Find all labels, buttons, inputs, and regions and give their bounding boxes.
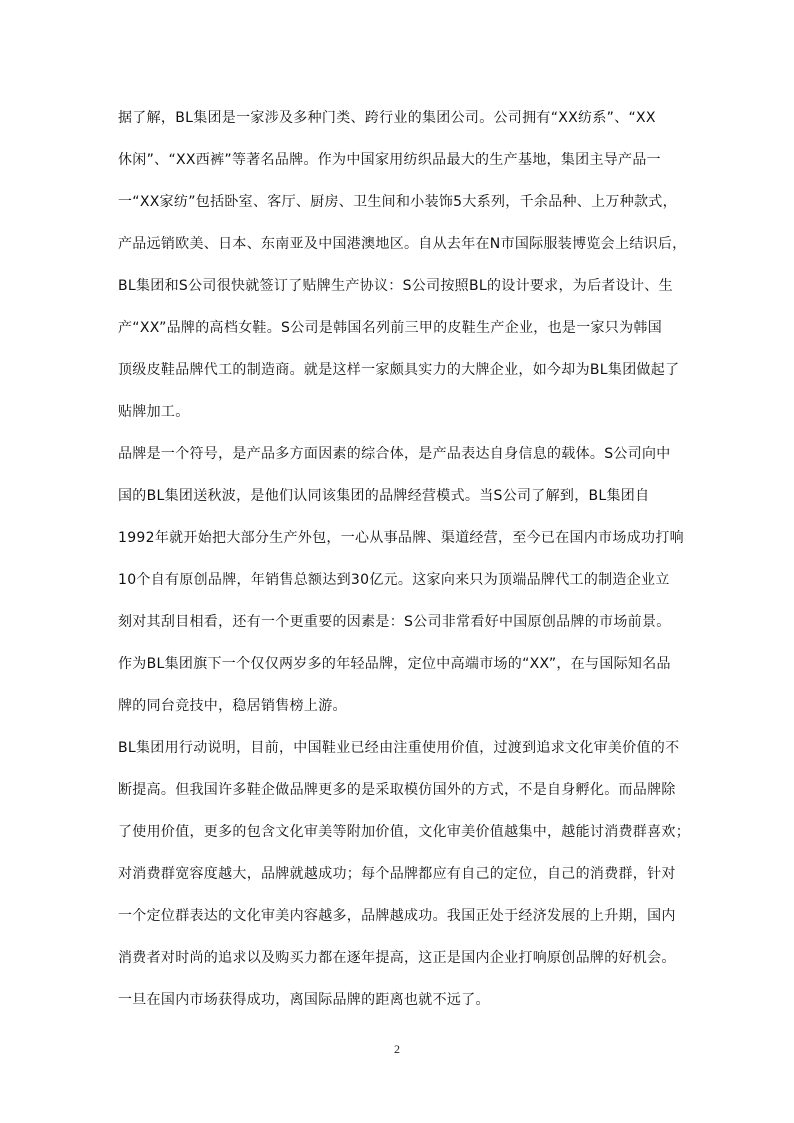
text-line: 国的BL集团送秋波，是他们认同该集团的品牌经营模式。当S公司了解到，BL集团自	[118, 488, 650, 504]
text-line: 消费者对时尚的追求以及购买力都在逐年提高，这正是国内企业打响原创品牌的好机会。	[118, 950, 676, 966]
text-line: 休闲”、“XX西裤”等著名品牌。作为中国家用纺织品最大的生产基地，集团主导产品一	[118, 152, 661, 168]
text-line: 断提高。但我国许多鞋企做品牌更多的是采取模仿国外的方式，不是自身孵化。而品牌除	[118, 782, 676, 798]
text-line: 刻对其刮目相看，还有一个更重要的因素是：S公司非常看好中国原创品牌的市场前景。	[118, 614, 671, 630]
text-line: 作为BL集团旗下一个仅仅两岁多的年轻品牌，定位中高端市场的“XX”，在与国际知名品	[118, 656, 671, 672]
text-line: 10个自有原创品牌，年销售总额达到30亿元。这家向来只为顶端品牌代工的制造企业立	[118, 572, 670, 588]
text-line: 据了解，BL集团是一家涉及多种门类、跨行业的集团公司。公司拥有“XX纺系”、“XX	[118, 110, 656, 126]
page-number: 2	[394, 1042, 400, 1056]
text-line: 一“XX家纺”包括卧室、客厅、厨房、卫生间和小装饰5大系列，千余品种、上万种款式，	[118, 194, 677, 210]
text-line: 了使用价值，更多的包含文化审美等附加价值，文化审美价值越集中，越能讨消费群喜欢；	[118, 824, 690, 840]
text-line: 一个定位群表达的文化审美内容越多，品牌越成功。我国正处于经济发展的上升期，国内	[118, 908, 676, 924]
text-line: 1992年就开始把大部分生产外包，一心从事品牌、渠道经营，至今已在国内市场成功打响	[118, 530, 684, 546]
text-line: 品牌是一个符号，是产品多方面因素的综合体，是产品表达自身信息的载体。S公司向中	[118, 446, 671, 462]
text-line: 贴牌加工。	[118, 404, 190, 420]
text-line: 产“XX”品牌的高档女鞋。S公司是韩国名列前三甲的皮鞋生产企业，也是一家只为韩国	[118, 320, 663, 336]
text-line: 一旦在国内市场获得成功，离国际品牌的距离也就不远了。	[118, 992, 490, 1008]
text-line: BL集团和S公司很快就签订了贴牌生产协议：S公司按照BL的设计要求，为后者设计、生	[118, 278, 673, 294]
text-line: BL集团用行动说明，目前，中国鞋业已经由注重使用价值，过渡到追求文化审美价值的不	[118, 740, 680, 756]
text-line: 牌的同台竞技中，稳居销售榜上游。	[118, 698, 347, 714]
text-line: 顶级皮鞋品牌代工的制造商。就是这样一家颇具实力的大牌企业，如今却为BL集团做起了	[118, 362, 680, 378]
text-line: 产品远销欧美、日本、东南亚及中国港澳地区。自从去年在N市国际服装博览会上结识后，	[118, 236, 687, 252]
text-line: 对消费群宽容度越大，品牌就越成功；每个品牌都应有自己的定位，自己的消费群，针对	[118, 866, 676, 882]
